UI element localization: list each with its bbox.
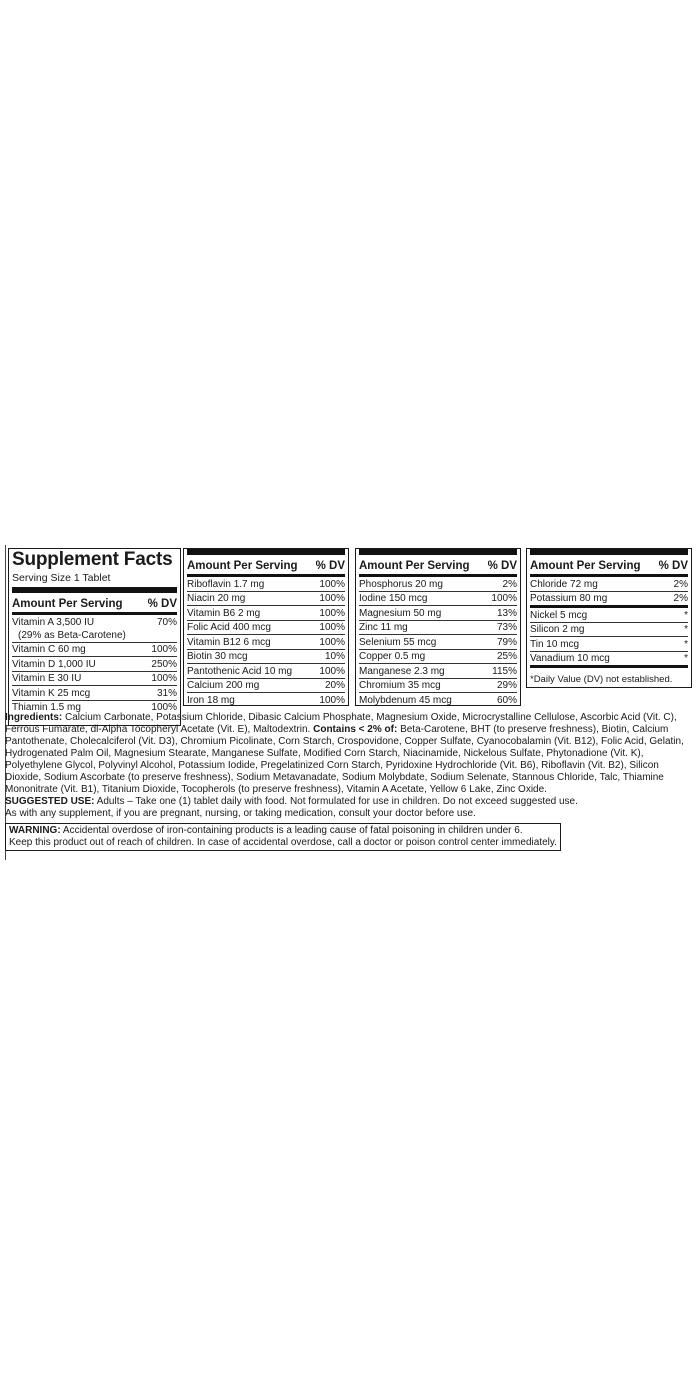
dv-header: % DV <box>147 598 177 610</box>
label-text <box>5 712 697 851</box>
nutrient-name: Manganese 2.3 mg <box>359 665 445 677</box>
nutrient-row <box>187 693 345 707</box>
nutrient-cell <box>359 650 425 663</box>
nutrient-dv: 70% <box>156 616 177 628</box>
nutrient-name: Biotin 30 mcg <box>187 651 248 662</box>
nutrient-dv: 73% <box>496 622 517 633</box>
nutrient-row <box>187 621 345 636</box>
ingredients-text-b: Beta-Carotene, BHT (to preserve freshness), Biotin, Calcium Pantothenate, Cholecalciferol (Vit. D3), Chromium Picolinate, Corn Starch, Crospovidone, Copper Sulfate, Cyanocobalamin (Vit. B12), Folic Acid, Gelatin, Hydrogenated Palm Oil, Magnesium Stearate, Manganese Sulfate, Modified Corn Starch, Niacinamide, Nickelous Sulfate, Phytonadione (Vit. K), Polyethylene Glycol, Polyvinyl Alcohol, Potassium Iodide, Pregelatinized Corn Starch, Pyridoxine Hydrochloride (Vit. B6), Riboflavin (Vit. B2), Silicon Dioxide, Sodium Ascorbate (to preserve freshness), Sodium Metavanadate, Sodium Molybdate, Sodium Selenate, Stannous Chloride, Talc, Thiamine Mononitrate (Vit. B1), Titanium Dioxide, Tocopherols (to preserve freshness), Vitamin A Acetate, Yellow 6 Lake, Zinc Oxide. <box>5 724 684 795</box>
nutrient-cell <box>12 643 86 656</box>
suggested-use-label: SUGGESTED USE: <box>5 796 95 807</box>
nutrient-dv: 10% <box>324 651 345 662</box>
nutrient-cell <box>359 607 441 620</box>
nutrient-dv: 100% <box>151 702 177 713</box>
nutrient-name: Tin 10 mcg <box>530 638 580 650</box>
nutrient-name: Calcium 200 mg <box>187 680 260 691</box>
nutrient-cell <box>359 694 452 707</box>
nutrient-name: Zinc 11 mg <box>359 622 408 633</box>
nutrient-cell <box>359 636 436 649</box>
facts-column-4 <box>526 548 692 688</box>
nutrient-name: Vitamin C 60 mg <box>12 644 86 655</box>
nutrient-cell <box>359 621 408 634</box>
nutrient-row <box>530 637 688 652</box>
nutrient-row <box>187 679 345 694</box>
amount-header: Amount Per Serving <box>359 560 470 572</box>
nutrient-row <box>359 621 517 636</box>
nutrient-row <box>359 592 517 607</box>
nutrient-name: Phosphorus 20 mg <box>359 578 443 590</box>
nutrient-name: Molybdenum 45 mcg <box>359 694 452 706</box>
nutrient-name: Vitamin B12 6 mcg <box>187 636 271 648</box>
nutrient-cell <box>530 609 587 622</box>
nutrient-row <box>359 679 517 694</box>
nutrient-dv: 100% <box>319 665 345 677</box>
nutrient-row <box>530 608 688 623</box>
nutrient-row <box>187 606 345 621</box>
caution-text: As with any supplement, if you are pregnant, nursing, or taking medication, consult your doctor before use. <box>5 808 476 819</box>
warning-label: WARNING: <box>9 825 61 836</box>
nutrient-row <box>359 606 517 621</box>
nutrient-dv: 100% <box>319 607 345 619</box>
column-header <box>530 555 688 577</box>
facts-column-1 <box>8 548 181 726</box>
nutrient-dv: * <box>684 653 688 664</box>
nutrient-list <box>359 577 517 707</box>
nutrient-cell <box>187 650 248 663</box>
nutrient-list-no-dv <box>530 608 688 665</box>
nutrient-name: Magnesium 50 mg <box>359 607 442 619</box>
dv-header: % DV <box>487 560 517 572</box>
nutrient-row <box>359 635 517 650</box>
nutrient-dv: 115% <box>492 665 517 677</box>
dv-footnote: *Daily Value (DV) not established. <box>530 674 673 685</box>
nutrient-dv: 100% <box>319 578 345 590</box>
nutrient-name: Silicon 2 mg <box>530 624 585 635</box>
warning-box <box>5 823 561 851</box>
nutrient-dv: 13% <box>496 607 517 619</box>
nutrient-dv: * <box>684 624 688 635</box>
nutrient-list-dv <box>530 577 688 605</box>
nutrient-row <box>187 664 345 679</box>
dv-header: % DV <box>315 560 345 572</box>
nutrient-dv: 100% <box>151 644 177 655</box>
nutrient-dv: * <box>684 638 688 650</box>
nutrient-row <box>187 592 345 607</box>
nutrient-cell <box>187 607 260 620</box>
amount-header: Amount Per Serving <box>530 560 641 572</box>
ingredients-text-a: Calcium Carbonate, Potassium Chloride, Dibasic Calcium Phosphate, Magnesium Oxide, Microcrystalline Cellulose, Ascorbic Acid (Vit. C), Ferrous Fumarate, dl-Alpha Tocopheryl Acetate (Vit. E), Maltodextrin. <box>5 712 677 735</box>
nutrient-dv: 100% <box>151 673 177 684</box>
warning-line-2: Keep this product out of reach of children. In case of accidental overdose, call a doctor or poison control center immediately. <box>9 837 557 848</box>
nutrient-row <box>530 592 688 606</box>
nutrient-row <box>12 643 177 658</box>
nutrient-name: Selenium 55 mcg <box>359 636 437 648</box>
nutrient-cell <box>12 616 126 642</box>
nutrient-cell <box>187 621 271 634</box>
nutrient-row <box>187 577 345 592</box>
nutrient-row <box>530 623 688 638</box>
nutrient-cell <box>530 592 607 605</box>
nutrient-dv: 79% <box>496 636 517 648</box>
nutrient-list <box>12 615 177 714</box>
facts-box-4 <box>526 548 692 688</box>
nutrient-name: Vitamin A 3,500 IU <box>12 616 95 628</box>
column-header <box>187 555 345 577</box>
warning-text-1: Accidental overdose of iron-containing products is a leading cause of fatal poisoning in children under 6. <box>60 825 523 836</box>
nutrient-name: Thiamin 1.5 mg <box>12 702 81 713</box>
nutrient-name: Vitamin D 1,000 IU <box>12 658 96 670</box>
nutrient-name: Pantothenic Acid 10 mg <box>187 665 293 677</box>
nutrient-subnote: (29% as Beta-Carotene) <box>18 629 126 641</box>
nutrient-cell <box>530 578 598 591</box>
nutrient-name: Iodine 150 mcg <box>359 593 428 604</box>
nutrient-row <box>530 577 688 592</box>
facts-box-3 <box>355 548 521 706</box>
nutrient-cell <box>187 679 259 692</box>
nutrient-dv: 31% <box>156 687 177 699</box>
nutrient-cell <box>530 638 579 651</box>
nutrient-cell <box>530 652 610 665</box>
serving-size: Serving Size 1 Tablet <box>12 572 111 584</box>
nutrient-name: Vitamin B6 2 mg <box>187 607 261 619</box>
nutrient-name: Chloride 72 mg <box>530 578 598 590</box>
nutrient-row <box>12 686 177 701</box>
contains-label: Contains < 2% of: <box>313 724 398 735</box>
nutrient-row <box>359 577 517 592</box>
nutrient-dv: 100% <box>319 593 345 604</box>
nutrient-name: Potassium 80 mg <box>530 593 608 604</box>
facts-box-2 <box>183 548 349 706</box>
nutrient-name: Folic Acid 400 mcg <box>187 622 271 633</box>
nutrient-cell <box>187 694 235 707</box>
facts-box-1 <box>8 548 181 726</box>
ingredients-paragraph <box>5 712 697 796</box>
nutrient-name: Vanadium 10 mcg <box>530 653 610 664</box>
facts-column-3 <box>355 548 521 706</box>
nutrient-cell <box>12 672 81 685</box>
nutrient-dv: 25% <box>496 651 517 662</box>
nutrient-row <box>530 652 688 666</box>
nutrient-dv: 2% <box>673 578 688 590</box>
nutrient-name: Chromium 35 mcg <box>359 680 441 691</box>
amount-header: Amount Per Serving <box>12 598 123 610</box>
nutrient-row <box>12 657 177 672</box>
nutrient-row <box>359 693 517 707</box>
nutrient-dv: 250% <box>151 658 177 670</box>
suggested-use-text: Adults – Take one (1) tablet daily with food. Not formulated for use in children. Do not exceed suggested use. <box>94 796 578 807</box>
nutrient-name: Niacin 20 mg <box>187 593 246 604</box>
nutrient-dv: 100% <box>491 593 517 604</box>
nutrient-cell <box>359 665 445 678</box>
nutrient-name: Nickel 5 mcg <box>530 609 588 621</box>
nutrient-row <box>12 615 177 643</box>
column-header <box>359 555 517 577</box>
warning-line-1 <box>9 825 557 837</box>
column-header <box>12 593 177 615</box>
nutrient-cell <box>187 636 271 649</box>
suggested-use-paragraph <box>5 796 697 808</box>
nutrient-cell <box>359 578 443 591</box>
facts-column-2 <box>183 548 349 706</box>
nutrient-dv: 100% <box>319 694 345 706</box>
nutrient-dv: 100% <box>319 636 345 648</box>
panel-title: Supplement Facts <box>12 549 173 570</box>
nutrient-dv: * <box>684 609 688 621</box>
nutrient-name: Vitamin K 25 mcg <box>12 687 91 699</box>
nutrient-dv: 2% <box>673 593 688 604</box>
nutrient-cell <box>12 658 96 671</box>
nutrient-list <box>187 577 345 707</box>
nutrient-row <box>187 650 345 665</box>
dv-header: % DV <box>658 560 688 572</box>
nutrient-cell <box>359 592 427 605</box>
nutrient-cell <box>359 679 441 692</box>
nutrient-name: Iron 18 mg <box>187 694 235 706</box>
nutrient-dv: 60% <box>496 694 517 706</box>
nutrient-row <box>12 672 177 687</box>
nutrient-row <box>359 664 517 679</box>
nutrient-name: Copper 0.5 mg <box>359 651 426 662</box>
nutrient-cell <box>187 665 292 678</box>
nutrient-dv: 20% <box>324 680 345 691</box>
nutrient-cell <box>12 687 90 700</box>
ingredients-label: Ingredients: <box>5 712 63 723</box>
nutrient-cell <box>187 578 264 591</box>
nutrient-dv: 100% <box>319 622 345 633</box>
nutrient-dv: 2% <box>502 578 517 590</box>
nutrient-row <box>187 635 345 650</box>
nutrient-row <box>359 650 517 665</box>
amount-header: Amount Per Serving <box>187 560 298 572</box>
nutrient-name: Riboflavin 1.7 mg <box>187 578 265 590</box>
nutrient-cell <box>187 592 245 605</box>
nutrient-cell <box>530 623 584 636</box>
nutrient-dv: 29% <box>496 680 517 691</box>
nutrient-name: Vitamin E 30 IU <box>12 673 82 684</box>
